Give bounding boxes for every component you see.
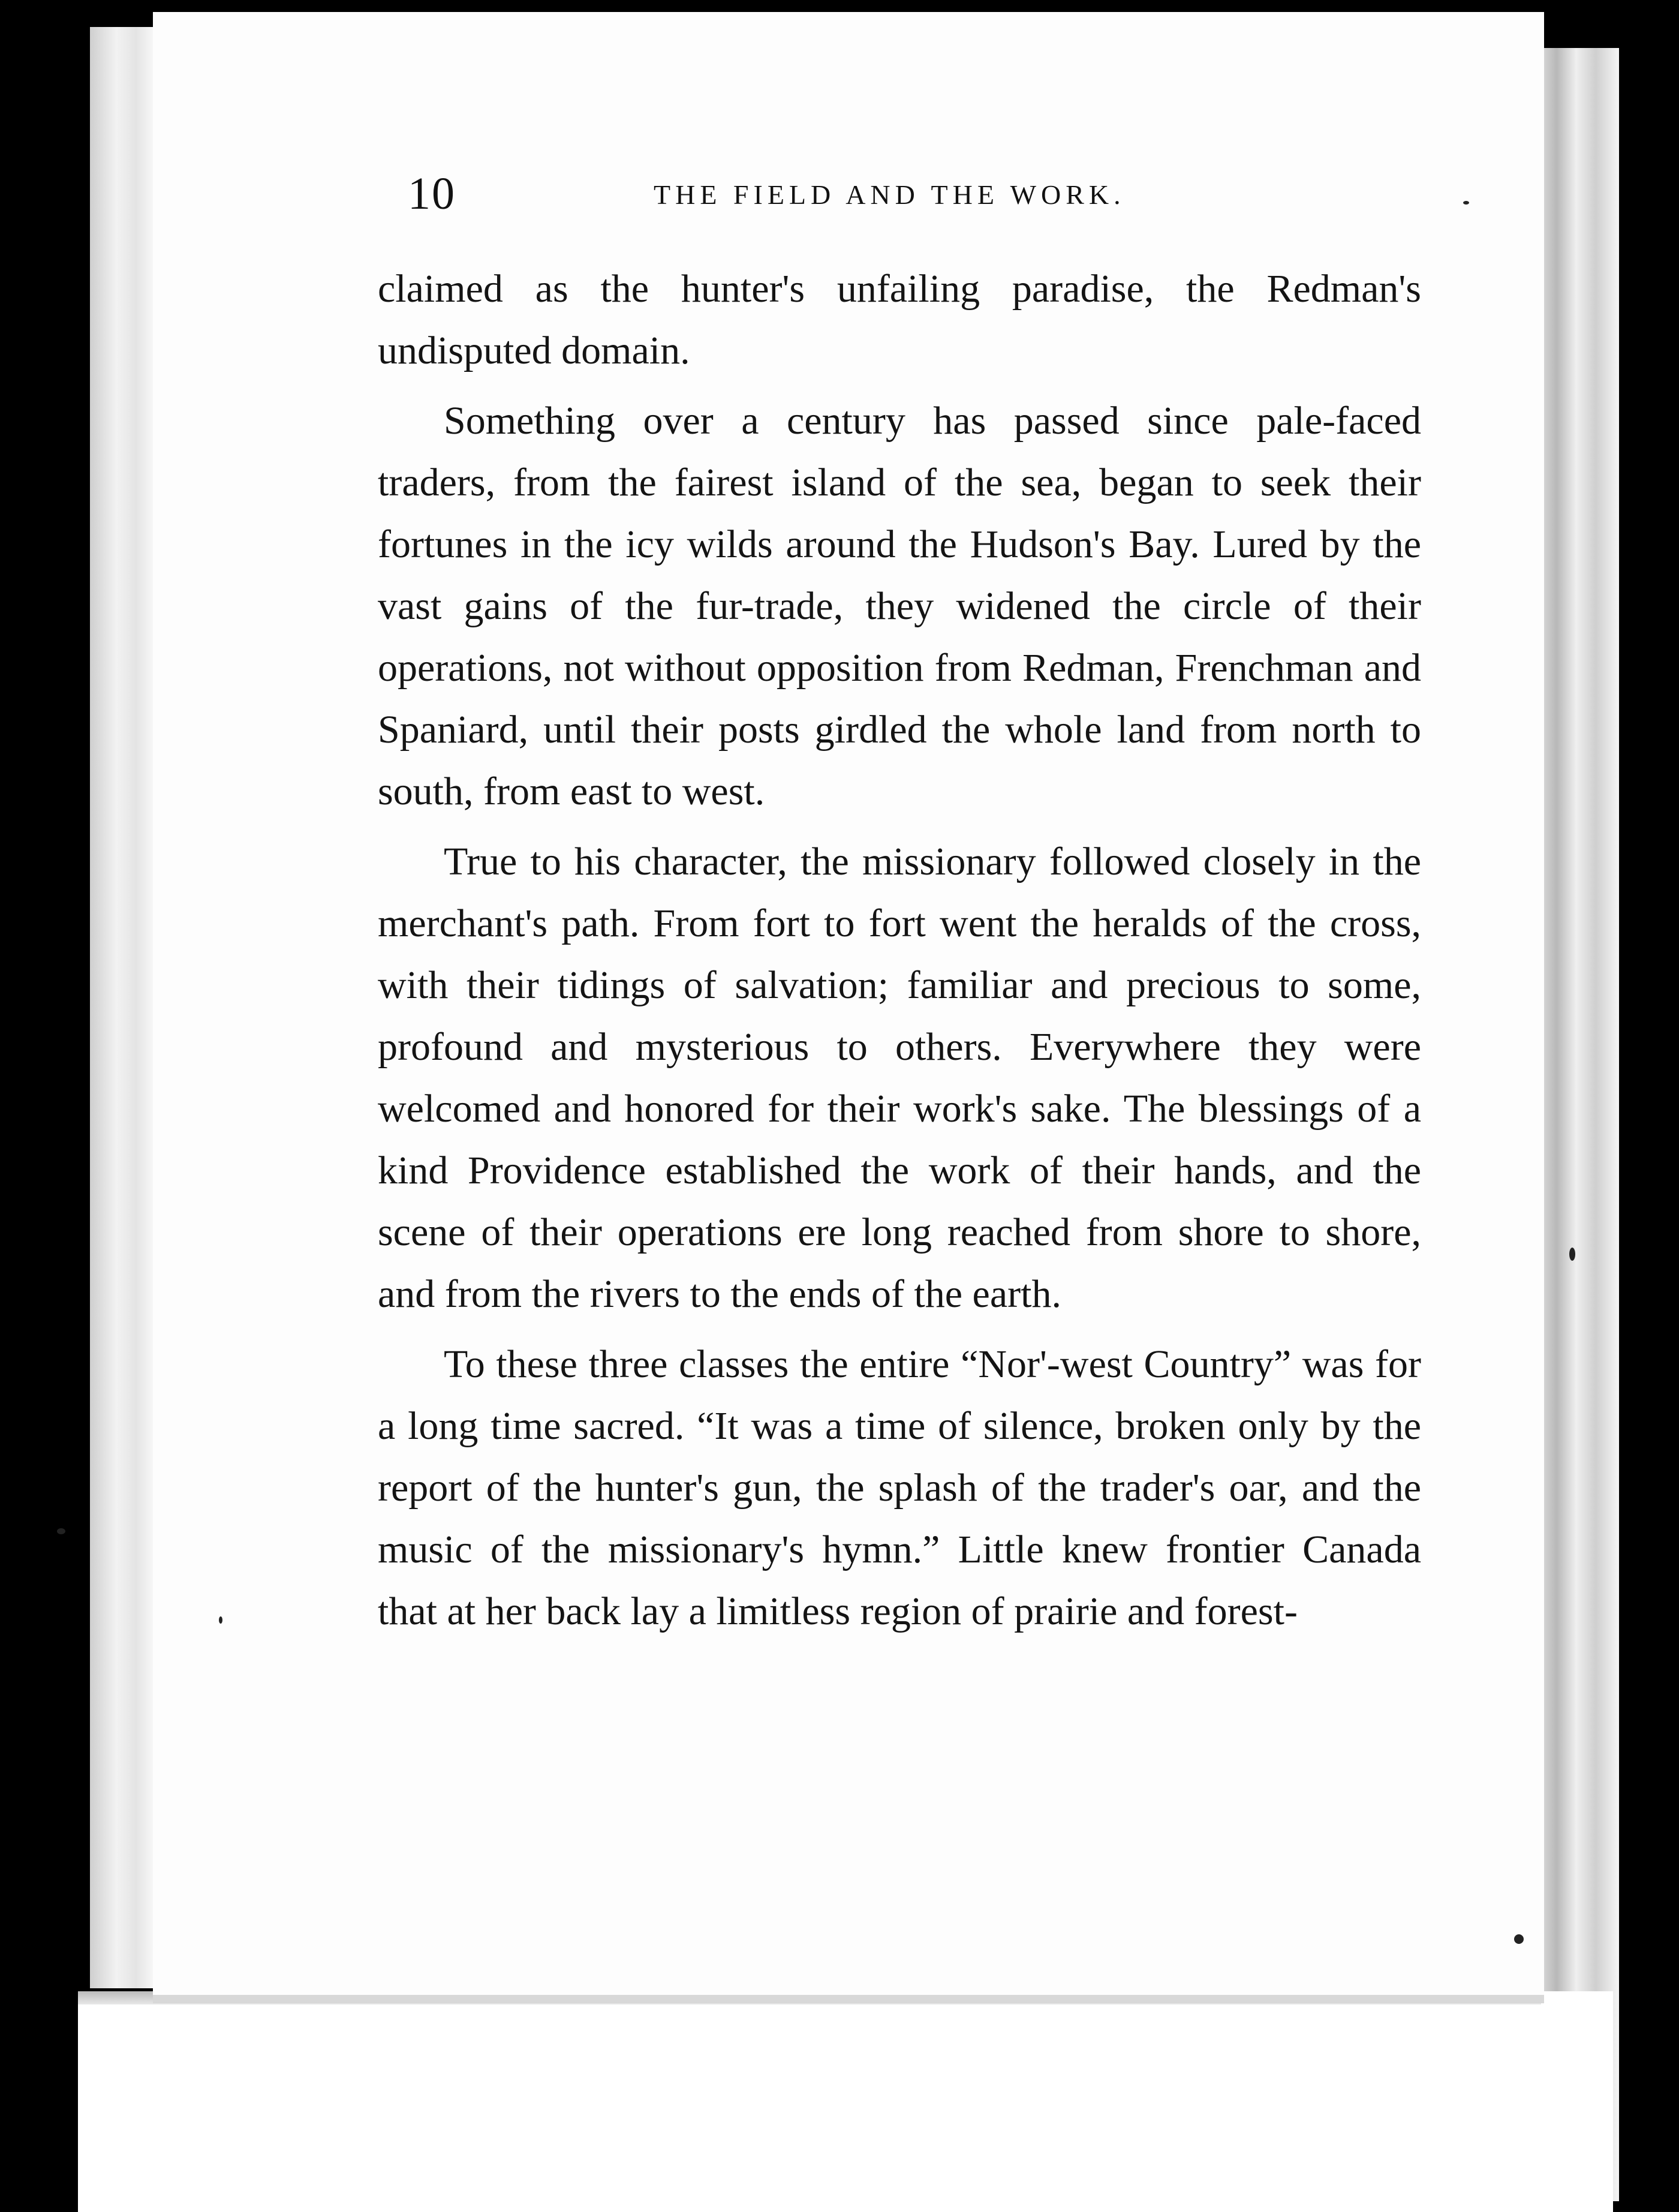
scan-speck bbox=[1463, 201, 1469, 205]
page-header bbox=[408, 168, 1487, 219]
scan-speck bbox=[1569, 1248, 1575, 1261]
page-number: 10 bbox=[408, 169, 456, 219]
paragraph-4: To these three classes the entire “Nor'-west Country” was for a long time sacred. “It was a time of silence, broken only by the report of the hunter's gun, the splash of the trader's oar, and the music of the missionary's hymn.” Little knew frontier Canada that at her back lay a limitless region of prairie and forest- bbox=[378, 1342, 1421, 1633]
running-title: THE FIELD AND THE WORK. bbox=[654, 179, 1126, 210]
book-right-edge bbox=[1541, 48, 1619, 2201]
scan-speck bbox=[57, 1528, 65, 1534]
paragraph-1: claimed as the hunter's unfailing paradise, the Redman's undisputed domain. bbox=[378, 267, 1421, 372]
scan-speck bbox=[219, 1616, 222, 1624]
body-text bbox=[378, 258, 1421, 1651]
book-bottom-edge bbox=[78, 1991, 1613, 2212]
scan-speck bbox=[1514, 1934, 1524, 1944]
paragraph-3: True to his character, the missionary followed closely in the merchant's path. From fort to fort went the heralds of the cross, with their tidings of salvation; familiar and precious to some, profound and mysterious to others. Everywhere they were welcomed and honored for their work's sake. The blessings of a kind Providence established the work of their hands, and the scene of their operations ere long reached from shore to shore, and from the rivers to the ends of the earth. bbox=[378, 840, 1421, 1316]
book-left-edge bbox=[90, 27, 156, 1988]
paragraph-2: Something over a century has passed since pale-faced traders, from the fairest island of the sea, began to seek their fortunes in the icy wilds around the Hudson's Bay. Lured by the vast gains of the fur-trade, they widened the circle of their operations, not without opposition from Redman, Frenchman and Spaniard, until their posts girdled the whole land from north to south, from east to west. bbox=[378, 399, 1421, 813]
